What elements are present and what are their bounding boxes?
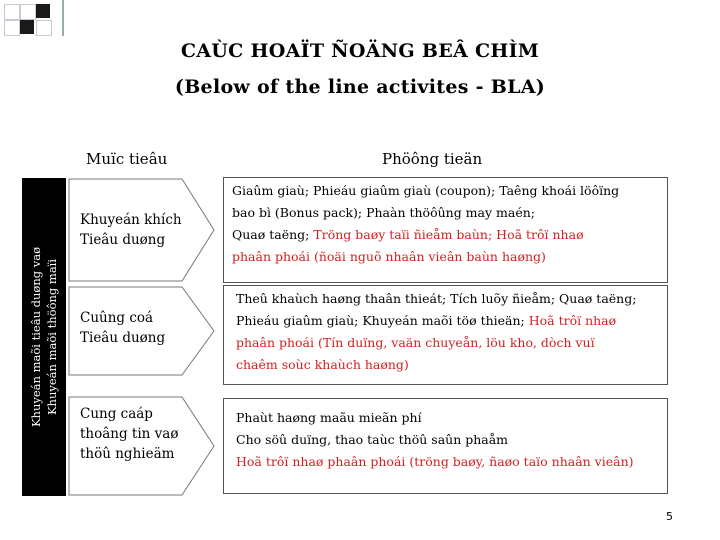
page-number: 5: [666, 510, 673, 523]
objective-3-line-2: thoâng tin vaø: [80, 426, 179, 442]
sidebar-label: [22, 178, 66, 496]
title-line-1: CAÙC HOAÏT ÑOÄNG BEÂ CHÌM: [180, 40, 540, 62]
means-3-line-2: Cho söû duïng, thao taùc thöû saûn phaåm: [236, 432, 509, 447]
objective-3-line-1: Cung caáp: [80, 406, 153, 422]
means-3-line-1: Phaùt haøng maãu mieãn phí: [236, 410, 422, 425]
objective-column-header: Muïc tieâu: [86, 150, 168, 168]
means-box-1: [223, 177, 668, 283]
means-1-line-1: Giaûm giaù; Phieáu giaûm giaù (coupon); Taêng khoái löôïng: [232, 183, 620, 198]
means-2-line-1: Theû khaùch haøng thaân thieát; Tích luõy ñieåm; Quaø taëng;: [236, 291, 637, 306]
sidebar-line-2: Khuyeán maõi thöông maïi: [45, 258, 59, 416]
sidebar-line-1: Khuyeán maõi tieâu duøng vaø: [29, 246, 43, 428]
objective-3-line-3: thöû nghieäm: [80, 446, 175, 462]
objective-arrow-2: [68, 286, 218, 376]
means-2-line-3: phaân phoái (Tín duïng, vaän chuyeån, löu kho, dòch vuï: [236, 335, 595, 350]
means-box-3: [223, 398, 668, 494]
means-2-line-4: chaêm soùc khaùch haøng): [236, 357, 409, 372]
objective-arrow-3: [68, 396, 218, 496]
means-2-line-2: Phieáu giaûm giaù; Khuyeán maõi töø thieän; Hoã trôï nhaø: [236, 313, 617, 328]
means-1-line-3: Quaø taëng; Tröng baøy taïi ñieåm baùn; Hoã trôï nhaø: [232, 227, 584, 242]
means-3-line-3: Hoã trôï nhaø phaân phoái (tröng baøy, ñaøo taïo nhaân vieân): [236, 454, 634, 469]
means-1-line-4: phaân phoái (ñoäi nguõ nhaân vieân baùn haøng): [232, 249, 546, 264]
objective-2-line-2: Tieâu duøng: [80, 330, 166, 346]
objective-2-line-1: Cuûng coá: [80, 310, 154, 326]
objective-1-line-1: Khuyeán khích: [80, 212, 182, 228]
corner-rule: [62, 0, 64, 36]
means-box-2: [223, 285, 668, 385]
means-column-header: Phöông tieän: [382, 150, 483, 168]
title-line-2: (Below of the line activites - BLA): [174, 76, 546, 98]
objective-arrow-1: [68, 178, 218, 282]
means-1-line-2: bao bì (Bonus pack); Phaàn thöôûng may maén;: [232, 205, 535, 220]
objective-1-line-2: Tieâu duøng: [80, 232, 166, 248]
